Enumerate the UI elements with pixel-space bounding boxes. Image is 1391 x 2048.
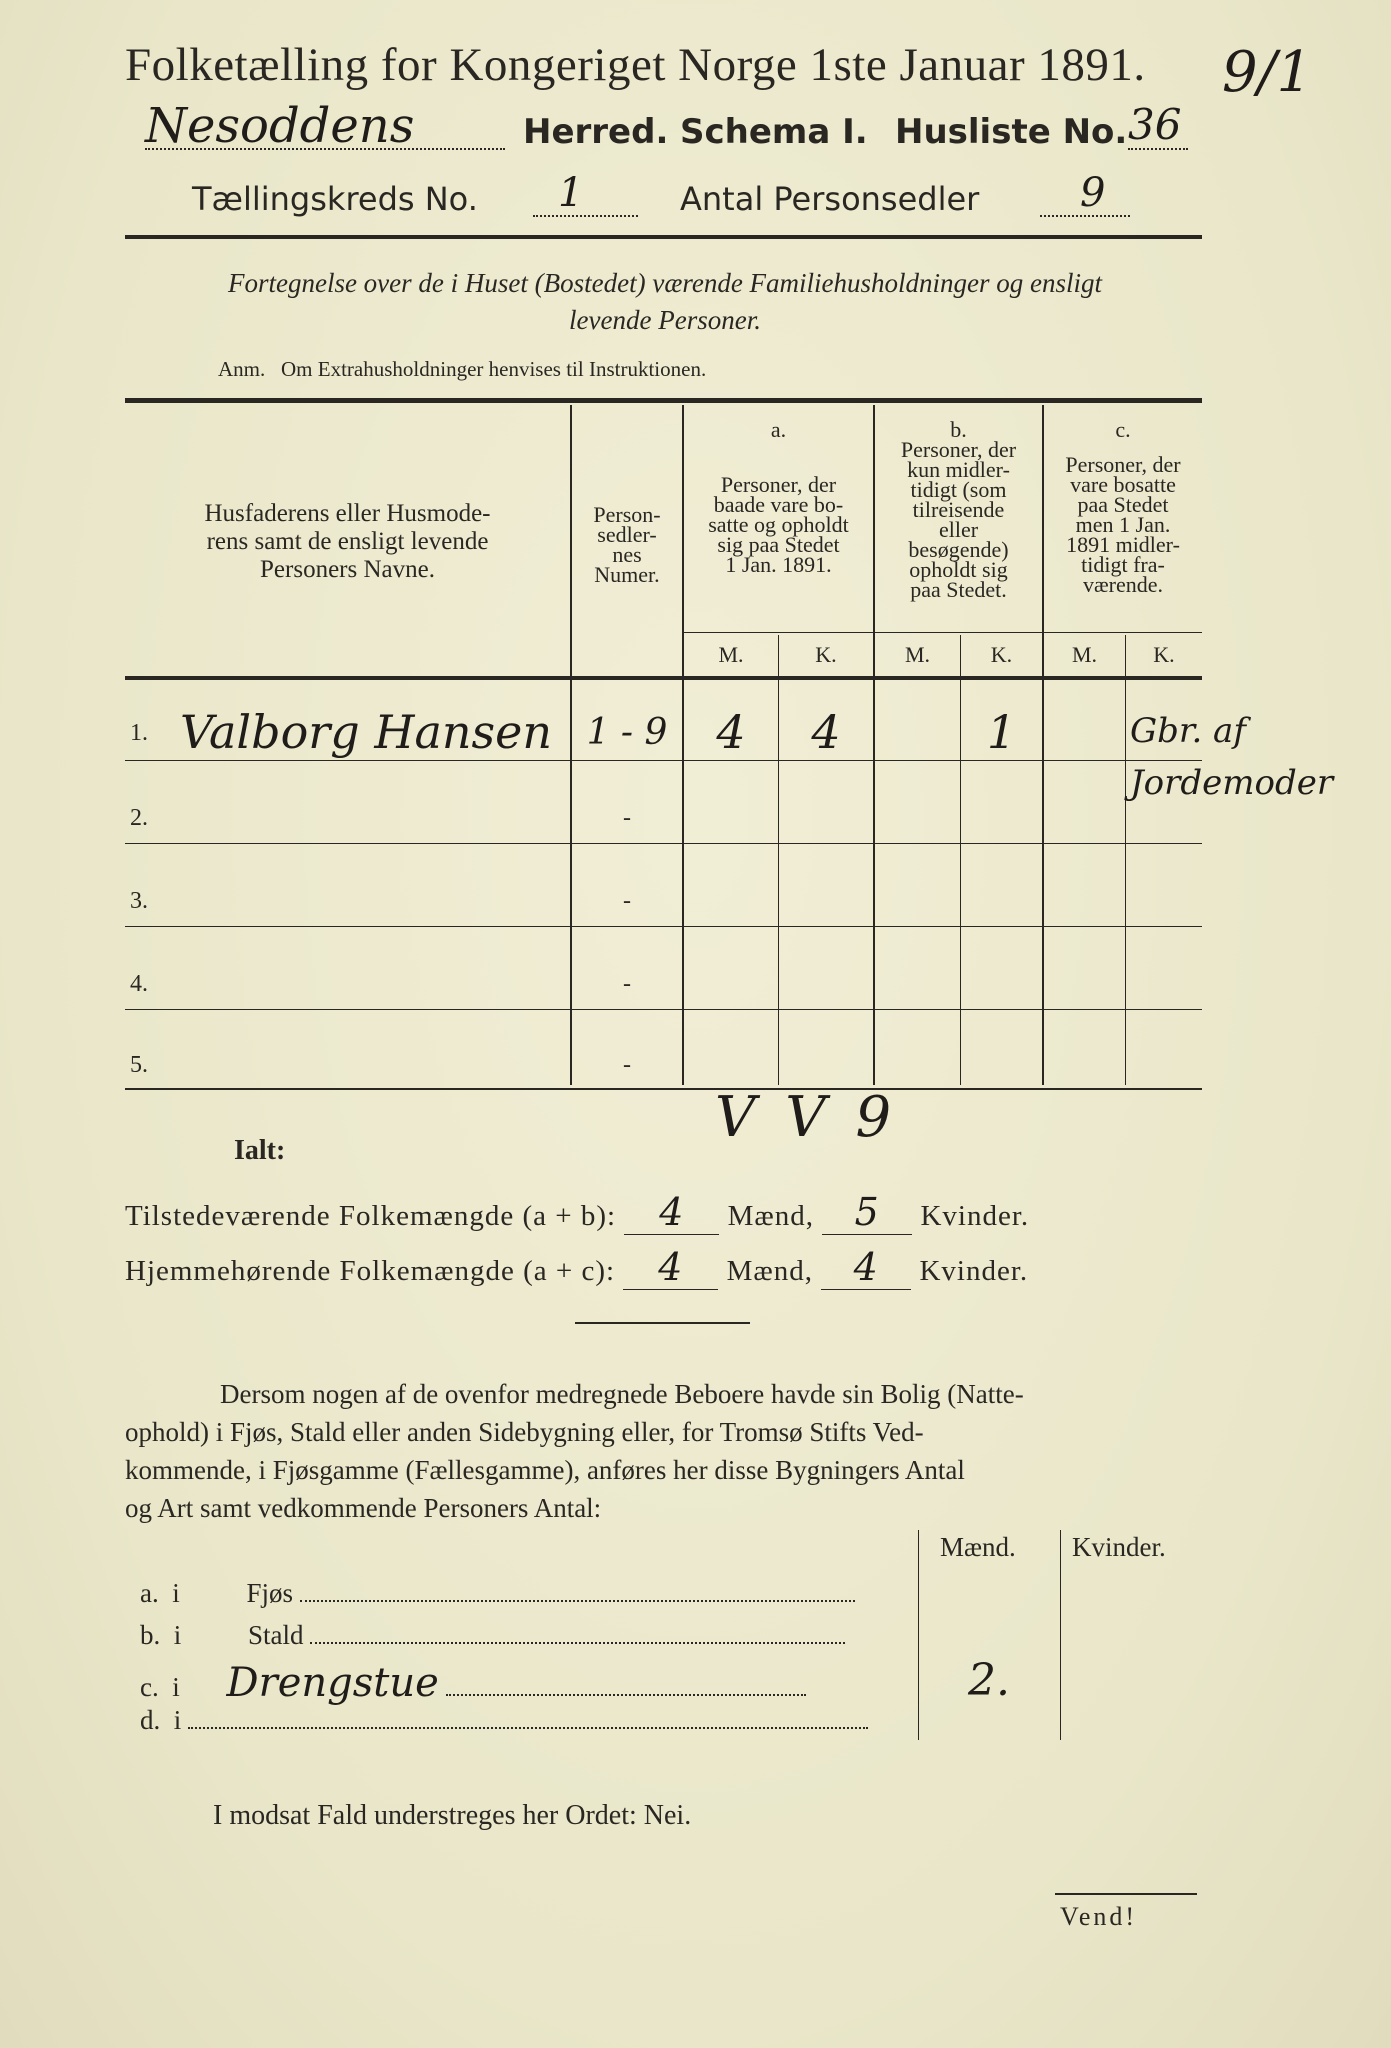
buildings-col-maend: Mænd.	[940, 1532, 1016, 1562]
c-k-label: K.	[1153, 642, 1175, 667]
row-1-a-m: 4	[716, 705, 746, 759]
table-bottom-rule	[125, 1088, 1202, 1090]
ialt-marks: V V 9	[715, 1085, 898, 1150]
table-vrule-mk-a	[778, 635, 779, 1085]
buildings-col-kvinder: Kvinder.	[1072, 1532, 1166, 1562]
anm-label: Anm.	[218, 357, 266, 381]
kreds-no-field	[533, 170, 638, 217]
husliste-label: Husliste No.	[895, 112, 1128, 152]
row-1-no: 1.	[130, 720, 148, 746]
buildings-vrule-2	[1060, 1530, 1061, 1740]
herred-label: Herred.	[523, 112, 669, 152]
row-rule-3	[125, 926, 1202, 927]
tilstede-line	[125, 1190, 1205, 1235]
building-d: d. i	[140, 1705, 905, 1736]
building-a: a. i Fjøs	[140, 1578, 905, 1609]
col-c-letter: c.	[1115, 417, 1131, 442]
row-5-num: -	[623, 1052, 631, 1078]
table-vrule-mk-b	[960, 635, 961, 1085]
anm-line	[218, 357, 706, 382]
row-4-num: -	[623, 971, 631, 997]
antal-label: Antal Personsedler	[680, 180, 980, 218]
husliste-no-field	[1128, 100, 1188, 150]
b-k-label: K.	[990, 642, 1013, 667]
row-rule-1	[125, 760, 1202, 761]
hjemme-label: Hjemmehørende Folkemængde (a + c):	[125, 1255, 616, 1287]
col-num-head: Person- sedler- nes Numer.	[593, 502, 661, 587]
table-vrule-mk-c	[1125, 635, 1126, 1085]
buildings-paragraph: Dersom nogen af de ovenfor medregnede Beboere havde sin Bolig (Natte- ophold) i Fjøs, Stald eller anden Sidebygning eller, for Tromsø Stifts Ved- kommende, i Fjøsgamme (Fællesgamme), anføres her disse Bygningers Antal og Art samt vedkommende Personers Antal:	[125, 1379, 1024, 1523]
hjemme-kvinder: 4	[821, 1245, 911, 1290]
table-header-rule	[125, 676, 1202, 680]
antal-no-field	[1040, 170, 1130, 217]
row-1-a-k: 4	[811, 705, 841, 759]
hjemme-kvinder-word: Kvinder.	[919, 1255, 1029, 1287]
row-2-no: 2.	[130, 805, 148, 831]
col-a-letter: a.	[770, 417, 787, 442]
buildings-vrule-1	[918, 1530, 919, 1740]
b-m-label: M.	[904, 642, 931, 667]
a-k-label: K.	[815, 642, 837, 667]
row-2-num: -	[623, 805, 631, 831]
tilstede-kvinder-word: Kvinder.	[920, 1200, 1030, 1232]
hjemme-maend: 4	[623, 1245, 718, 1290]
anm-text: Om Extrahusholdninger henvises til Instruktionen.	[281, 357, 707, 381]
row-1-c-k: Gbr. af Jordemoder	[1130, 711, 1334, 803]
row-4-no: 4.	[130, 971, 148, 997]
hjemme-line	[125, 1245, 1205, 1290]
tilstede-kvinder: 5	[822, 1190, 912, 1235]
tilstede-maend-word: Mænd,	[727, 1200, 814, 1232]
husliste-no: 36	[1128, 100, 1182, 149]
a-m-label: M.	[718, 642, 744, 667]
row-1-name: Valborg Hansen	[180, 705, 552, 759]
building-c: c. i Drengstue	[140, 1660, 905, 1706]
corner-note: 9/1	[1222, 40, 1313, 105]
intro-line-1: Fortegnelse over de i Huset (Bostedet) værende Familiehusholdninger og ensligt	[227, 268, 1103, 298]
vend-label: Vend!	[1060, 1902, 1138, 1931]
tilstede-maend: 4	[624, 1190, 719, 1235]
row-3-num: -	[623, 888, 631, 914]
building-b: b. i Stald	[140, 1620, 905, 1651]
table-top-rule	[125, 398, 1202, 403]
kreds-label: Tællingskreds No.	[192, 180, 478, 218]
schema-label: Schema I.	[680, 112, 868, 152]
herred-name: Nesoddens	[145, 98, 415, 154]
mk-header-rule	[684, 632, 1202, 633]
herred-name-field	[145, 98, 505, 154]
vend-rule	[1055, 1893, 1197, 1895]
c-m-label: M.	[1071, 642, 1098, 667]
col-a-head: Personer, der baade vare bo- satte og opholdt sig paa Stedet 1 Jan. 1891.	[708, 472, 849, 577]
building-c-maend: 2.	[968, 1655, 1010, 1706]
antal-no: 9	[1080, 170, 1106, 216]
row-5-no: 5.	[130, 1052, 148, 1078]
col-b-head: Personer, der kun midler- tidigt (som tilreisende eller besøgende) opholdt sig paa Stedet.	[900, 437, 1017, 602]
kreds-no: 1	[558, 170, 584, 216]
intro-line-2: levende Personer.	[569, 305, 761, 335]
short-divider	[575, 1322, 750, 1324]
tilstede-label: Tilstedeværende Folkemængde (a + b):	[125, 1200, 617, 1232]
header-separator	[125, 235, 1202, 239]
row-rule-4	[125, 1009, 1202, 1010]
row-3-no: 3.	[130, 888, 148, 914]
row-1-num: 1 - 9	[586, 712, 668, 753]
form-title: Folketælling for Kongeriget Norge 1ste Januar 1891.	[125, 39, 1146, 91]
ialt-label: Ialt:	[234, 1135, 286, 1166]
hjemme-maend-word: Mænd,	[726, 1255, 813, 1287]
modsat-line: I modsat Fald understreges her Ordet: Nei.	[213, 1800, 692, 1831]
row-rule-2	[125, 843, 1202, 844]
row-1-b-k: 1	[986, 705, 1017, 759]
col-b-letter: b.	[950, 417, 967, 442]
col-name-head: Husfaderens eller Husmode- rens samt de ensligt levende Personers Navne.	[204, 500, 491, 583]
col-c-head: Personer, der vare bosatte paa Stedet men 1 Jan. 1891 midler- tidigt fra- værende.	[1065, 452, 1181, 597]
